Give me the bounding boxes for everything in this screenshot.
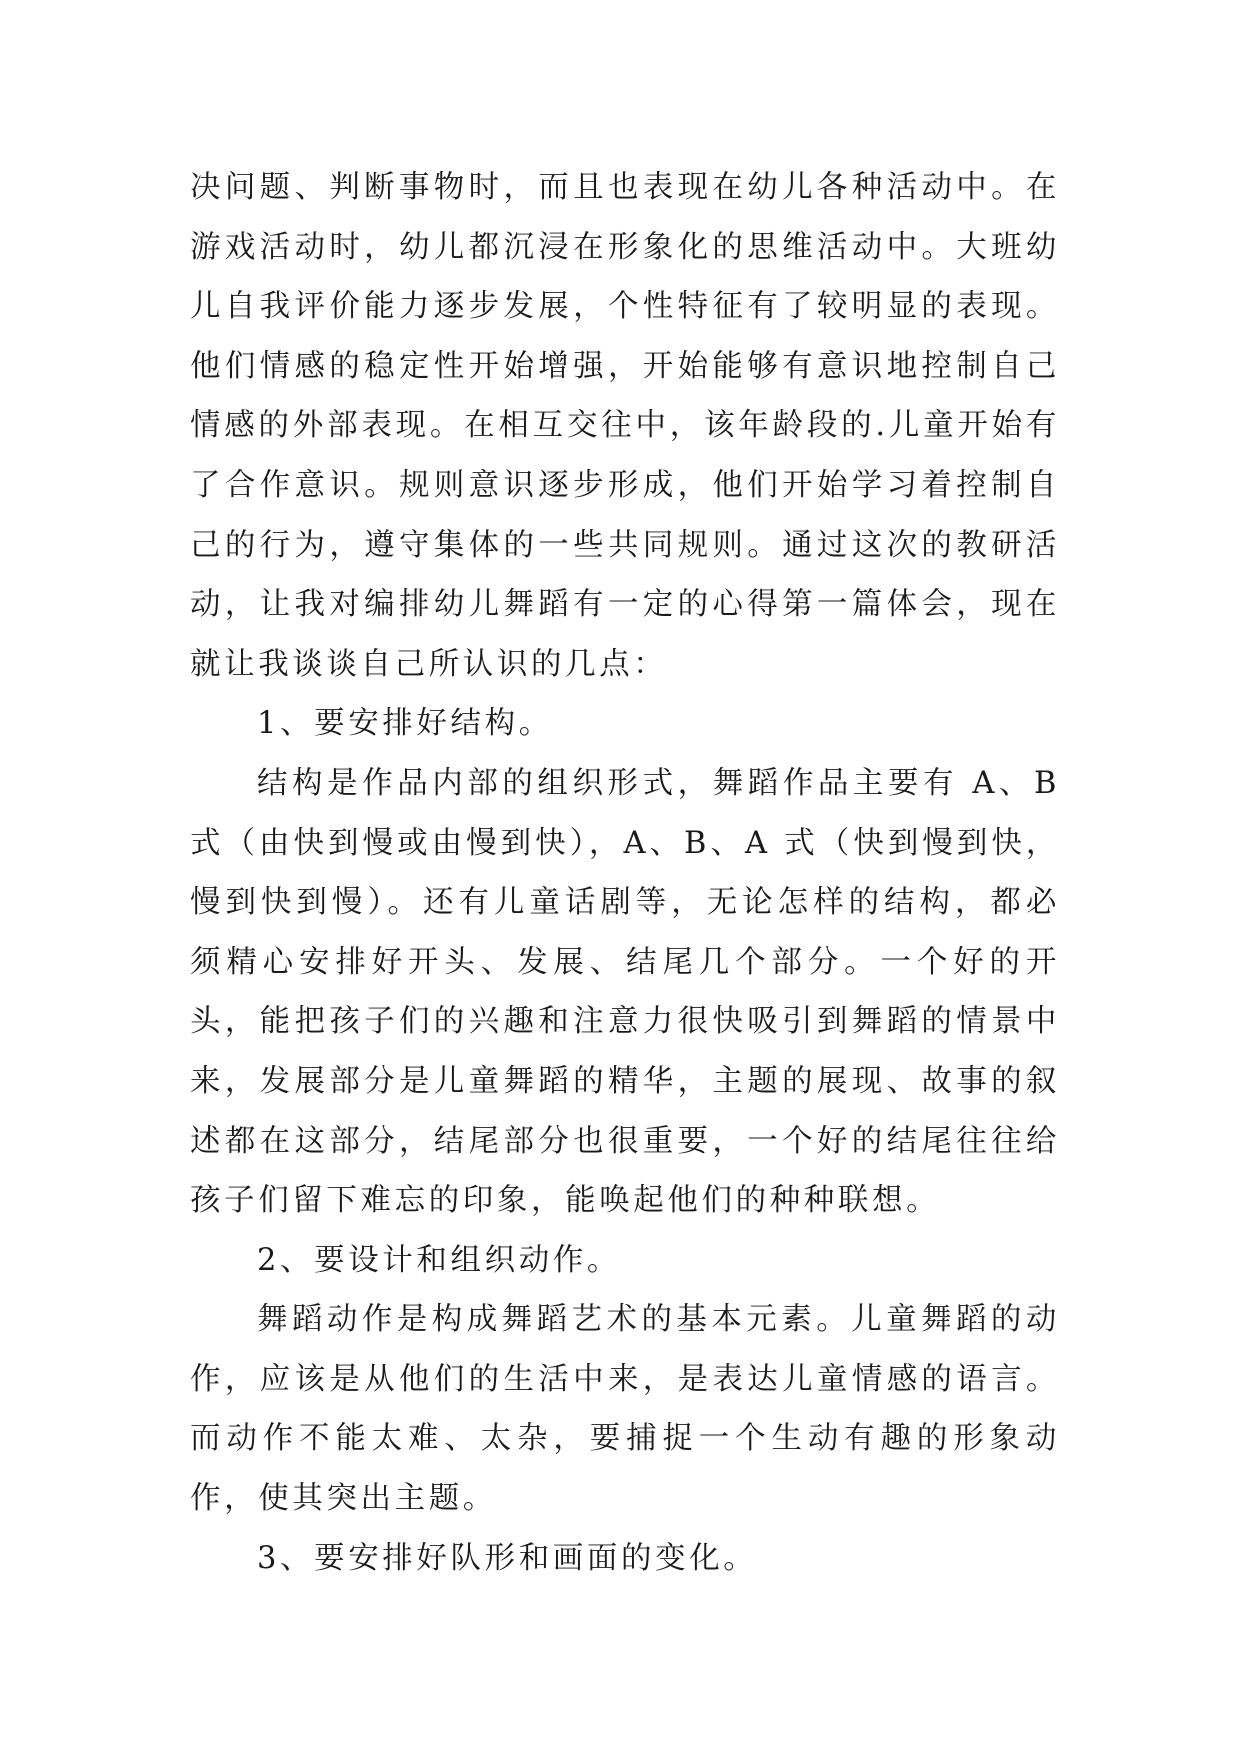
paragraph-structure: 结构是作品内部的组织形式，舞蹈作品主要有 A、B 式（由快到慢或由慢到快），A、B、A 式（快到慢到快，慢到快到慢）。还有儿童话剧等，无论怎样的结构，都必须精心安排好开头、发展、结尾几个部分。一个好的开头，能把孩子们的兴趣和注意力很快吸引到舞蹈的情景中来，发展部分是儿童舞蹈的精华，主题的展现、故事的叙述都在这部分，结尾部分也很重要，一个好的结尾往往给孩子们留下难忘的印象，能唤起他们的种种联想。 [190,765,1060,1219]
paragraph-continuation: 决问题、判断事物时，而且也表现在幼儿各种活动中。在游戏活动时，幼儿都沉浸在形象化的思维活动中。大班幼儿自我评价能力逐步发展，个性特征有了较明显的表现。他们情感的稳定性开始增强，开始能够有意识地控制自己情感的外部表现。在相互交往中，该年龄段的.儿童开始有了合作意识。规则意识逐步形成，他们开始学习着控制自己的行为，遵守集体的一些共同规则。通过这次的教研活动，让我对编排幼儿舞蹈有一定的心得第一篇体会，现在就让我谈谈自己所认识的几点： [190,170,1060,682]
document-body [190,158,1060,1588]
section-heading-formation: 3、要安排好队形和画面的变化。 [257,1540,758,1576]
section-heading-movements: 2、要设计和组织动作。 [257,1242,622,1278]
paragraph-movements: 舞蹈动作是构成舞蹈艺术的基本元素。儿童舞蹈的动作，应该是从他们的生活中来，是表达儿童情感的语言。而动作不能太难、太杂，要捕捉一个生动有趣的形象动作，使其突出主题。 [190,1302,1060,1517]
section-heading-structure: 1、要安排好结构。 [257,706,553,742]
